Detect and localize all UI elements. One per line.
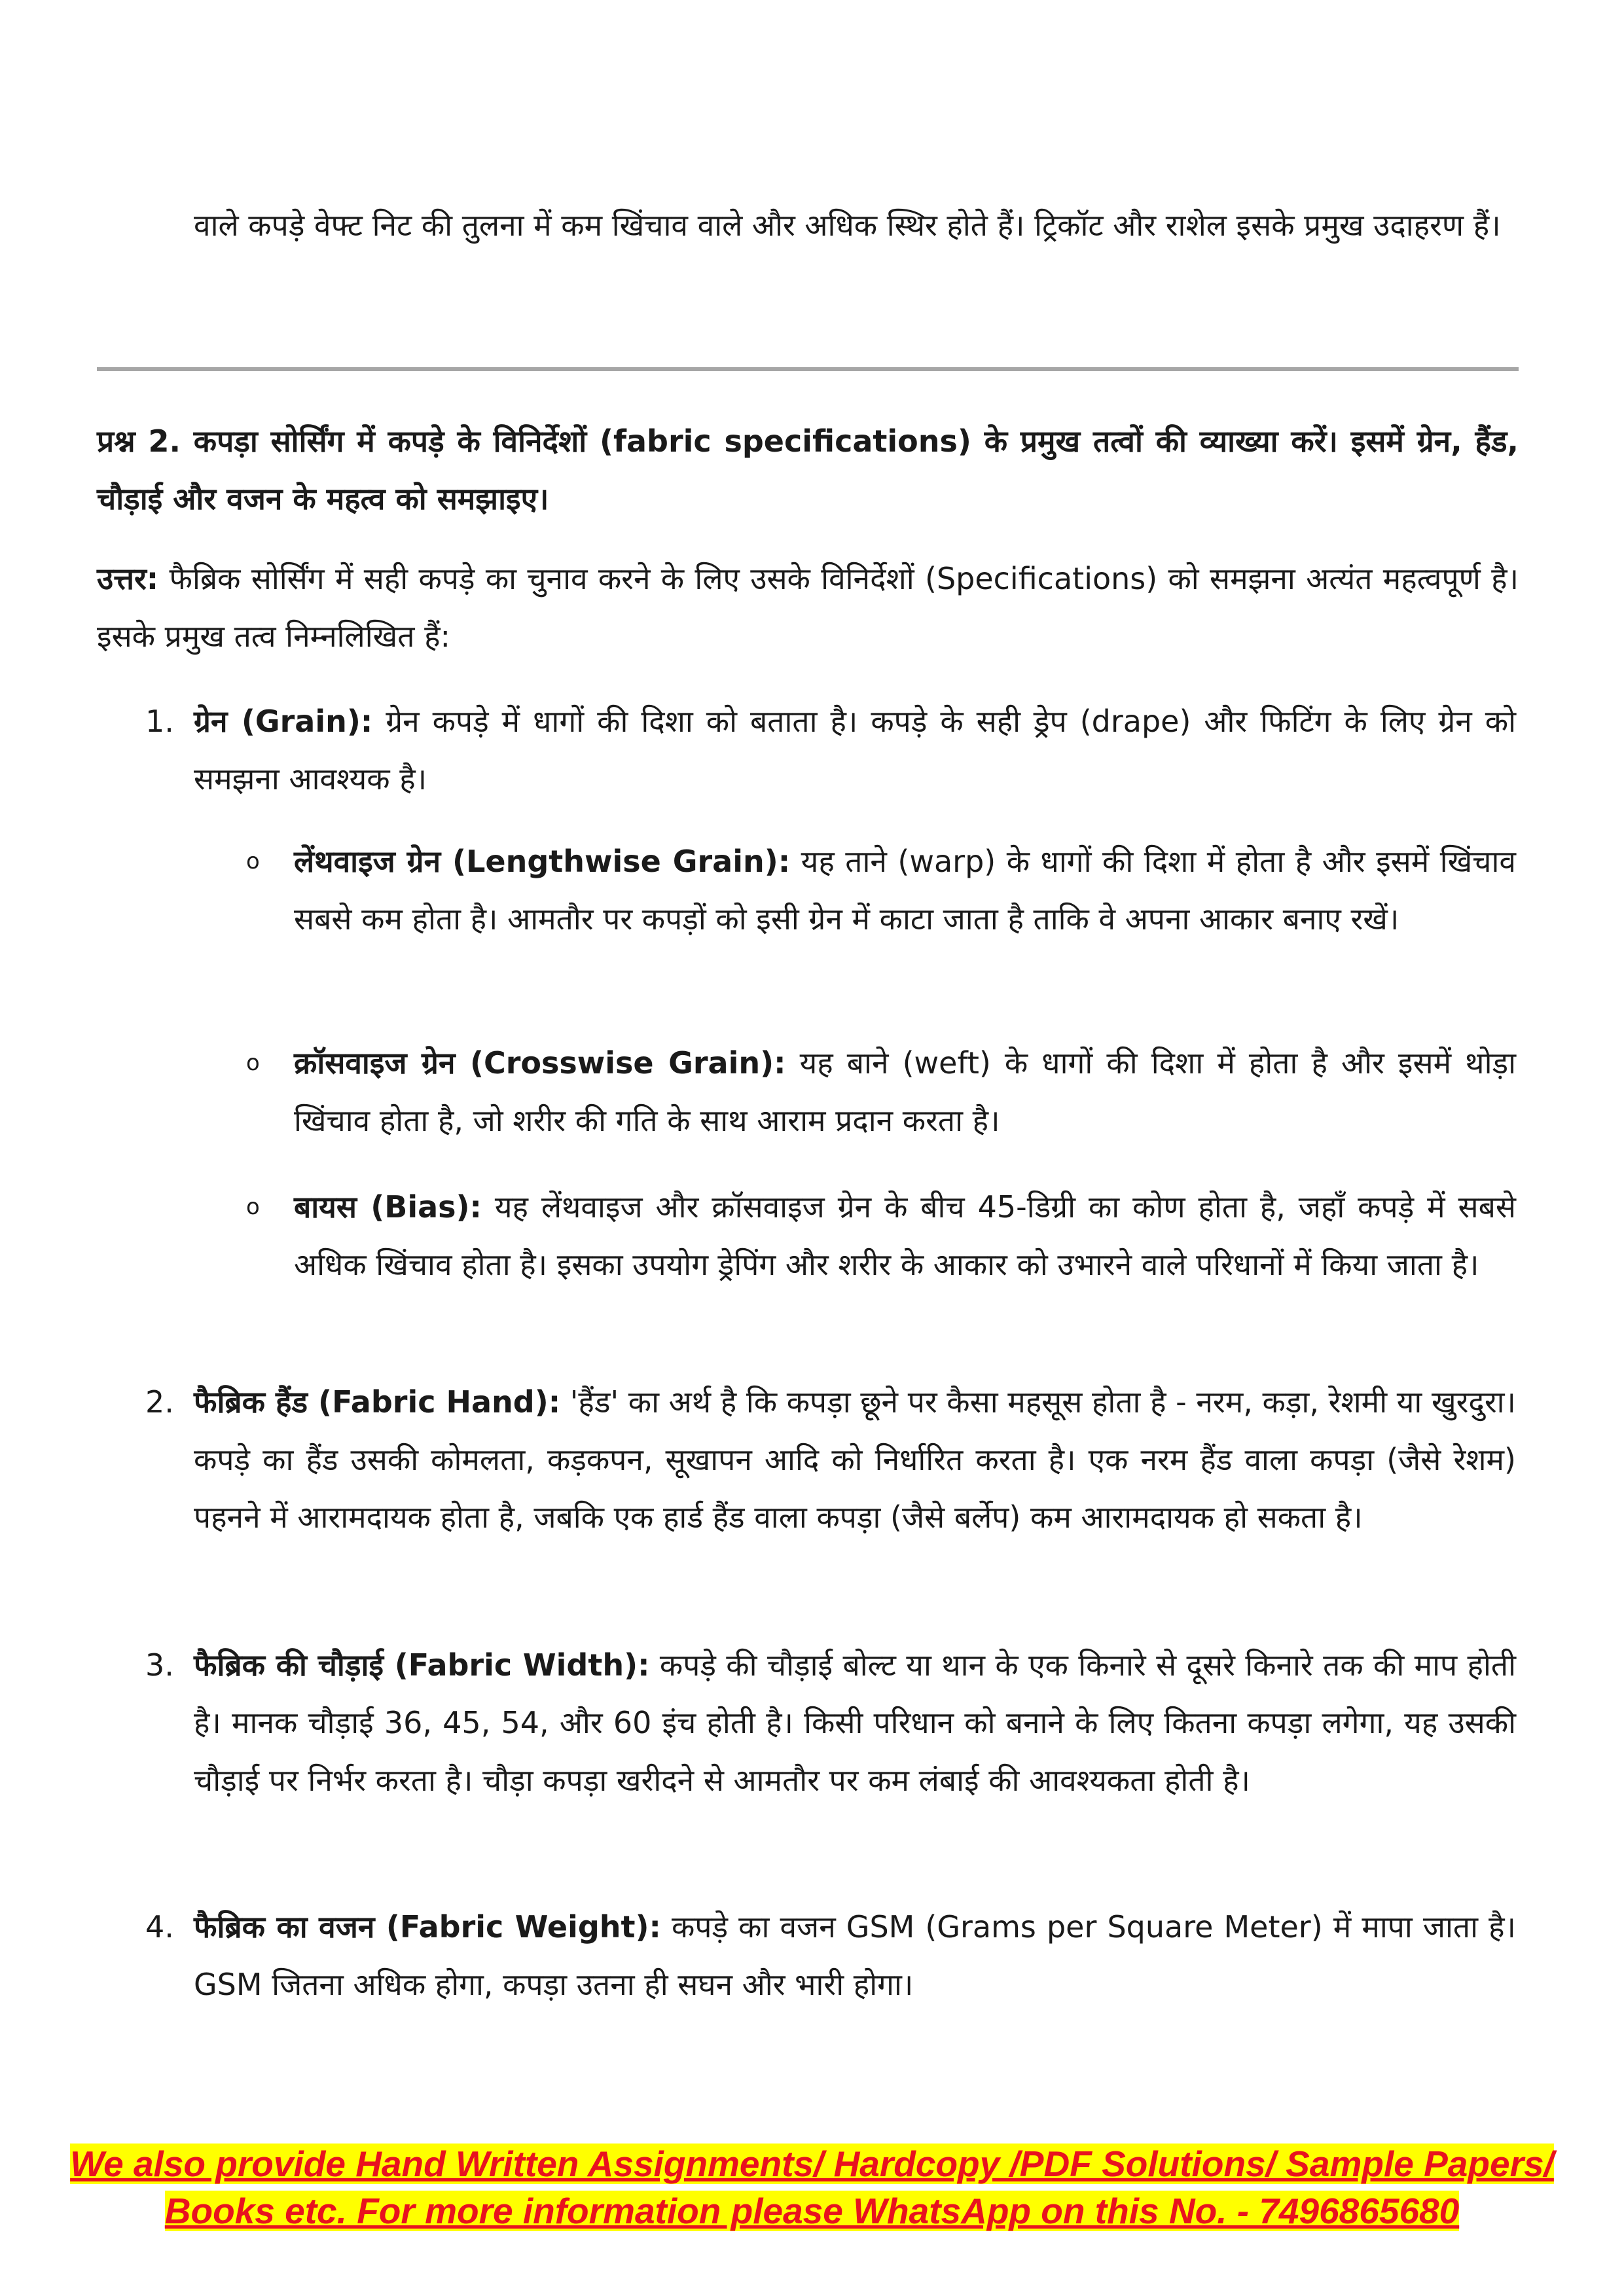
bullet-icon: o [246, 1194, 260, 1220]
list-item-fabric-hand [194, 1373, 1516, 1546]
footer-line-2: Books etc. For more information please WhatsApp on this No. - 7496865680 [164, 2191, 1460, 2231]
footer-notice [0, 2140, 1624, 2234]
bullet-icon: o [246, 848, 260, 874]
sub-item-bias [294, 1178, 1516, 1293]
list-item-fabric-width [194, 1636, 1516, 1809]
sub-item-text: यह बाने (weft) के धागों की दिशा में होता है और इसमें थोड़ा खिंचाव होता है, जो शरीर की गति के साथ आराम प्रदान करता है। [294, 1045, 1517, 1138]
answer-text: फैब्रिक सोर्सिंग में सही कपड़े का चुनाव करने के लिए उसके विनिर्देशों (Specifications) को समझना अत्यंत महत्वपूर्ण है। इसके प्रमुख तत्व निम्नलिखित हैं: [97, 561, 1519, 654]
intro-paragraph: वाले कपड़े वेफ्ट निट की तुलना में कम खिंचाव वाले और अधिक स्थिर होते हैं। ट्रिकॉट और राशेल इसके प्रमुख उदाहरण हैं। [194, 207, 1501, 243]
item-text: 'हैंड' का अर्थ है कि कपड़ा छूने पर कैसा महसूस होता है - नरम, कड़ा, रेशमी या खुरदुरा। कपड़े का हैंड उसकी कोमलता, कड़कपन, सूखापन आदि को निर्धारित करता है। एक नरम हैंड वाला कपड़ा (जैसे रेशम) पहनने में आरामदायक होता है, जबकि एक हार्ड हैंड वाला कपड़ा (जैसे बर्लेप) कम आरामदायक हो सकता है। [194, 1384, 1516, 1535]
list-item-fabric-weight [194, 1898, 1516, 2013]
sub-item-text: यह ताने (warp) के धागों की दिशा में होता है और इसमें खिंचाव सबसे कम होता है। आमतौर पर कपड़ों को इसी ग्रेन में काटा जाता है ताकि वे अपना आकार बनाए रखें। [294, 844, 1516, 937]
item-number: 4. [145, 1909, 174, 1945]
item-number: 2. [145, 1384, 174, 1420]
answer-label: उत्तर: [97, 561, 159, 596]
item-number: 3. [145, 1647, 174, 1683]
item-title: फैब्रिक हैंड (Fabric Hand): [194, 1384, 561, 1420]
sub-item-crosswise-grain [294, 1034, 1516, 1149]
item-title: ग्रेन (Grain): [194, 704, 373, 739]
item-text: ग्रेन कपड़े में धागों की दिशा को बताता है। कपड़े के सही ड्रेप (drape) और फिटिंग के लिए ग्रेन को समझना आवश्यक है। [194, 704, 1516, 797]
question-heading: प्रश्न 2. कपड़ा सोर्सिंग में कपड़े के विनिर्देशों (fabric specifications) के प्रमुख तत्वों की व्याख्या करें। इसमें ग्रेन, हैंड, चौड़ाई और वजन के महत्व को समझाइए। [97, 423, 1519, 516]
item-number: 1. [145, 704, 174, 739]
answer-paragraph [97, 550, 1519, 665]
sub-item-title: क्रॉसवाइज ग्रेन (Crosswise Grain): [294, 1045, 786, 1081]
item-text: कपड़े की चौड़ाई बोल्ट या थान के एक किनारे से दूसरे किनारे तक की माप होती है। मानक चौड़ाई 36, 45, 54, और 60 इंच होती है। किसी परिधान को बनाने के लिए कितना कपड़ा लगेगा, यह उसकी चौड़ाई पर निर्भर करता है। चौड़ा कपड़ा खरीदने से आमतौर पर कम लंबाई की आवश्यकता होती है। [194, 1647, 1516, 1798]
sub-item-title: बायस (Bias): [294, 1189, 482, 1225]
bullet-icon: o [246, 1050, 260, 1076]
sub-item-text: यह लेंथवाइज और क्रॉसवाइज ग्रेन के बीच 45-डिग्री का कोण होता है, जहाँ कपड़े में सबसे अधिक खिंचाव होता है। इसका उपयोग ड्रेपिंग और शरीर के आकार को उभारने वाले परिधानों में किया जाता है। [294, 1189, 1516, 1282]
sub-item-title: लेंथवाइज ग्रेन (Lengthwise Grain): [294, 844, 791, 879]
item-title: फैब्रिक का वजन (Fabric Weight): [194, 1909, 661, 1945]
footer-line-1: We also provide Hand Written Assignments/ Hardcopy /PDF Solutions/ Sample Papers/ [70, 2144, 1554, 2184]
section-divider [97, 367, 1519, 371]
item-title: फैब्रिक की चौड़ाई (Fabric Width): [194, 1647, 650, 1683]
sub-item-lengthwise-grain [294, 833, 1516, 948]
item-text: कपड़े का वजन GSM (Grams per Square Meter) में मापा जाता है। GSM जितना अधिक होगा, कपड़ा उतना ही सघन और भारी होगा। [194, 1909, 1516, 2002]
list-item-grain [194, 692, 1516, 808]
